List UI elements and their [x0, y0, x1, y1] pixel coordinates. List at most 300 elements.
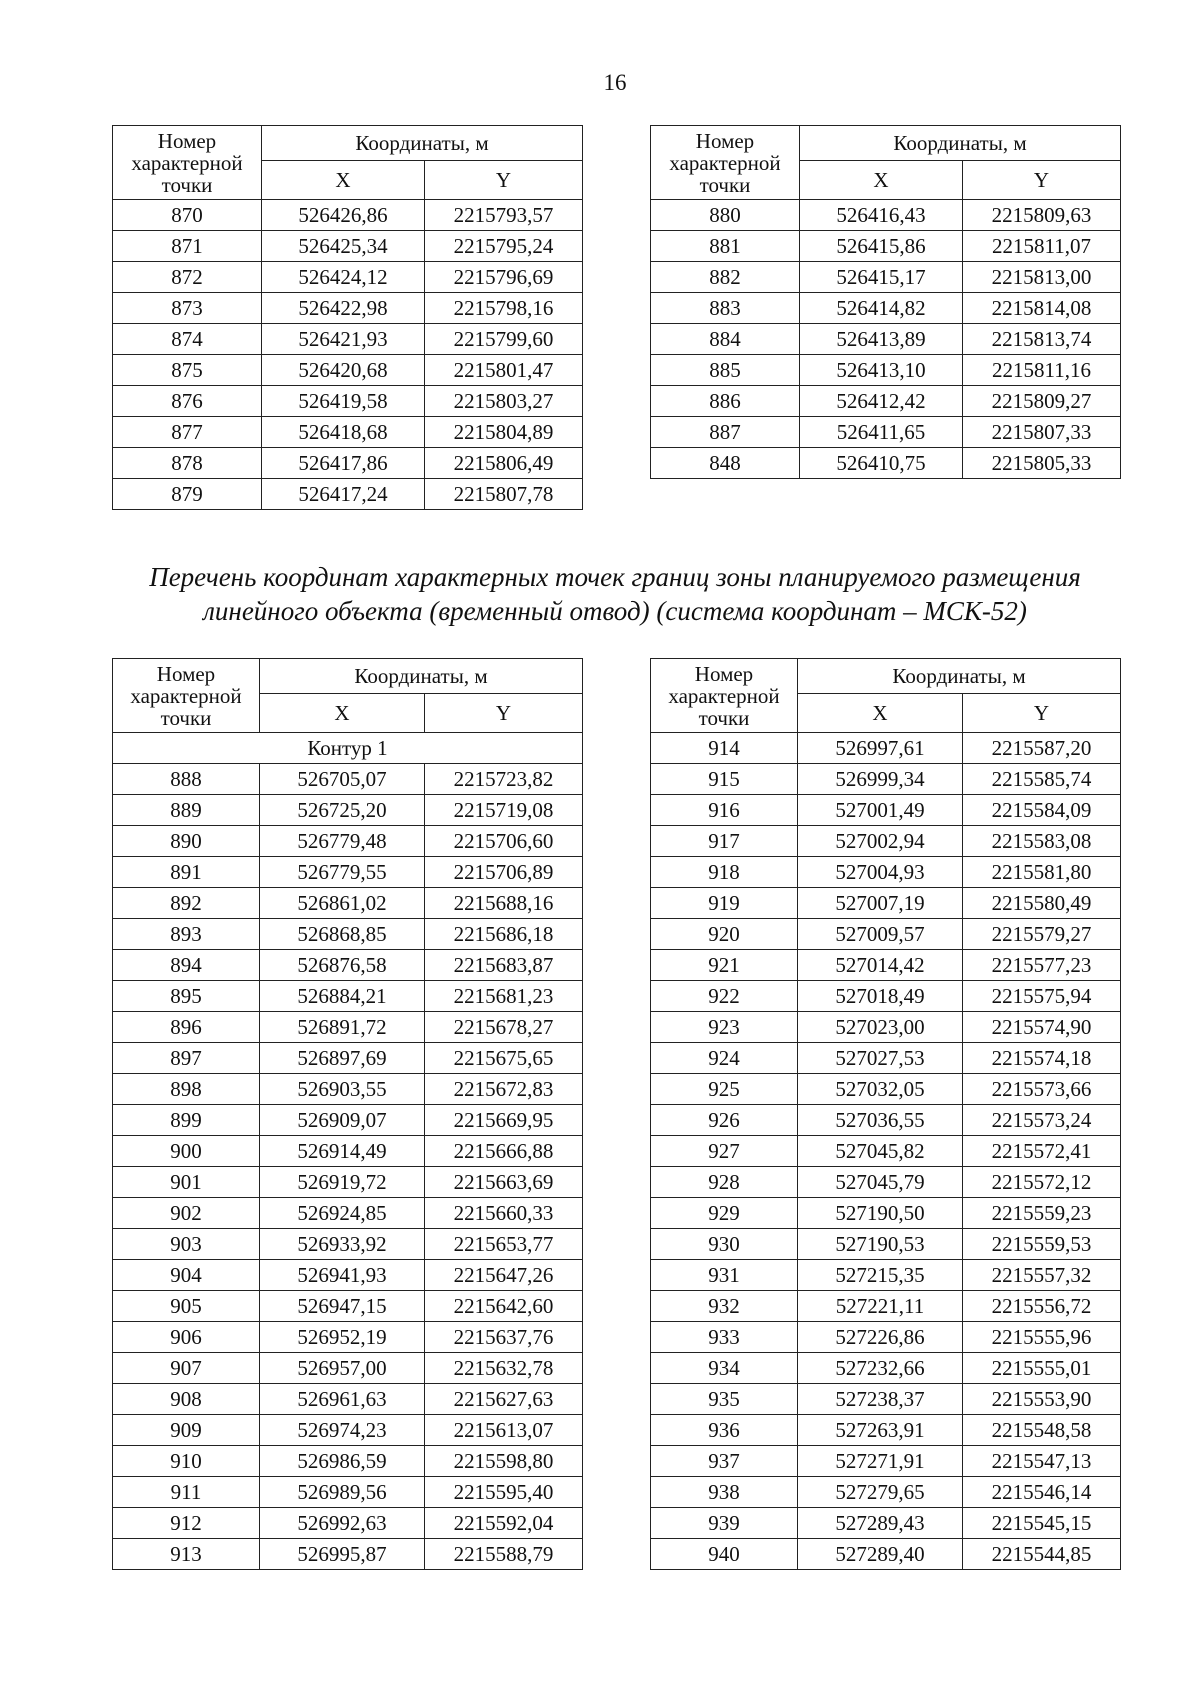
table-row: [113, 1260, 583, 1291]
y-coordinate-cell: 2215642,60: [425, 1291, 583, 1322]
x-coordinate-cell: 527226,86: [798, 1322, 963, 1353]
point-number-cell: 937: [651, 1446, 798, 1477]
point-number-cell: 848: [651, 448, 800, 479]
point-number-cell: 873: [113, 293, 262, 324]
point-number-cell: 931: [651, 1260, 798, 1291]
heading-line-1: Перечень координат характерных точек границ зоны планируемого размещения: [149, 562, 1081, 592]
point-number-cell: 939: [651, 1508, 798, 1539]
point-number-cell: 902: [113, 1198, 260, 1229]
point-number-cell: 919: [651, 888, 798, 919]
point-number-cell: 872: [113, 262, 262, 293]
x-coordinate-cell: 526974,23: [260, 1415, 425, 1446]
table-row: [113, 448, 583, 479]
table-row: [113, 324, 583, 355]
point-number-cell: 912: [113, 1508, 260, 1539]
x-coordinate-cell: 526424,12: [262, 262, 425, 293]
point-number-cell: 892: [113, 888, 260, 919]
y-header: Y: [425, 161, 583, 200]
point-number-cell: 913: [113, 1539, 260, 1570]
y-coordinate-cell: 2215577,23: [963, 950, 1121, 981]
point-number-cell: 905: [113, 1291, 260, 1322]
table-row: [651, 1322, 1121, 1353]
point-number-cell: 922: [651, 981, 798, 1012]
coordinates-table-4: [650, 658, 1121, 1570]
y-header: Y: [425, 694, 583, 733]
point-number-cell: 924: [651, 1043, 798, 1074]
y-coordinate-cell: 2215548,58: [963, 1415, 1121, 1446]
x-coordinate-cell: 526876,58: [260, 950, 425, 981]
table-row: [651, 764, 1121, 795]
point-number-cell: 889: [113, 795, 260, 826]
point-number-cell: 936: [651, 1415, 798, 1446]
coordinates-header: Координаты, м: [260, 659, 583, 694]
point-number-cell: 916: [651, 795, 798, 826]
x-coordinate-cell: 526413,10: [800, 355, 963, 386]
x-coordinate-cell: 526868,85: [260, 919, 425, 950]
contour-label: Контур 1: [113, 733, 583, 764]
y-coordinate-cell: 2215803,27: [425, 386, 583, 417]
table-row: [651, 1508, 1121, 1539]
y-coordinate-cell: 2215637,76: [425, 1322, 583, 1353]
x-coordinate-cell: 526947,15: [260, 1291, 425, 1322]
point-number-cell: 920: [651, 919, 798, 950]
y-coordinate-cell: 2215811,16: [963, 355, 1121, 386]
y-coordinate-cell: 2215573,66: [963, 1074, 1121, 1105]
table-row: [113, 1446, 583, 1477]
x-coordinate-cell: 526426,86: [262, 200, 425, 231]
x-coordinate-cell: 527289,43: [798, 1508, 963, 1539]
y-coordinate-cell: 2215559,23: [963, 1198, 1121, 1229]
table-row: [651, 1446, 1121, 1477]
table-row: [651, 324, 1121, 355]
y-coordinate-cell: 2215574,90: [963, 1012, 1121, 1043]
y-coordinate-cell: 2215809,27: [963, 386, 1121, 417]
x-coordinate-cell: 526995,87: [260, 1539, 425, 1570]
y-coordinate-cell: 2215806,49: [425, 448, 583, 479]
x-coordinate-cell: 526414,82: [800, 293, 963, 324]
table-row: [651, 981, 1121, 1012]
point-number-cell: 874: [113, 324, 262, 355]
point-number-cell: 895: [113, 981, 260, 1012]
point-number-header: Номер характерной точки: [651, 126, 800, 200]
x-coordinate-cell: 527045,79: [798, 1167, 963, 1198]
coordinates-header: Координаты, м: [262, 126, 583, 161]
x-coordinate-cell: 526421,93: [262, 324, 425, 355]
page-number: 16: [603, 70, 627, 95]
x-coordinate-cell: 527023,00: [798, 1012, 963, 1043]
y-coordinate-cell: 2215706,89: [425, 857, 583, 888]
point-number-cell: 906: [113, 1322, 260, 1353]
y-coordinate-cell: 2215799,60: [425, 324, 583, 355]
y-coordinate-cell: 2215683,87: [425, 950, 583, 981]
x-coordinate-cell: 527014,42: [798, 950, 963, 981]
x-coordinate-cell: 526884,21: [260, 981, 425, 1012]
table-row: [651, 857, 1121, 888]
y-coordinate-cell: 2215719,08: [425, 795, 583, 826]
x-coordinate-cell: 526919,72: [260, 1167, 425, 1198]
y-coordinate-cell: 2215585,74: [963, 764, 1121, 795]
x-header: X: [798, 694, 963, 733]
x-coordinate-cell: 526909,07: [260, 1105, 425, 1136]
table-row: [651, 262, 1121, 293]
table-row: [113, 1353, 583, 1384]
y-coordinate-cell: 2215584,09: [963, 795, 1121, 826]
y-coordinate-cell: 2215581,80: [963, 857, 1121, 888]
table-row: [651, 1105, 1121, 1136]
y-coordinate-cell: 2215804,89: [425, 417, 583, 448]
y-coordinate-cell: 2215807,33: [963, 417, 1121, 448]
x-coordinate-cell: 527018,49: [798, 981, 963, 1012]
table-row: [113, 826, 583, 857]
x-coordinate-cell: 527190,50: [798, 1198, 963, 1229]
point-number-cell: 879: [113, 479, 262, 510]
table-row: [651, 1384, 1121, 1415]
section-heading: [60, 560, 1170, 628]
point-number-cell: 898: [113, 1074, 260, 1105]
point-number-cell: 915: [651, 764, 798, 795]
point-number-cell: 871: [113, 231, 262, 262]
y-coordinate-cell: 2215796,69: [425, 262, 583, 293]
table-row: [113, 764, 583, 795]
y-coordinate-cell: 2215814,08: [963, 293, 1121, 324]
point-number-cell: 875: [113, 355, 262, 386]
point-number-cell: 888: [113, 764, 260, 795]
x-coordinate-cell: 526417,86: [262, 448, 425, 479]
x-coordinate-cell: 527238,37: [798, 1384, 963, 1415]
x-coordinate-cell: 526924,85: [260, 1198, 425, 1229]
y-coordinate-cell: 2215544,85: [963, 1539, 1121, 1570]
table-row: [651, 1539, 1121, 1570]
y-coordinate-cell: 2215545,15: [963, 1508, 1121, 1539]
x-coordinate-cell: 527190,53: [798, 1229, 963, 1260]
point-number-cell: 935: [651, 1384, 798, 1415]
y-coordinate-cell: 2215592,04: [425, 1508, 583, 1539]
y-coordinate-cell: 2215793,57: [425, 200, 583, 231]
y-coordinate-cell: 2215559,53: [963, 1229, 1121, 1260]
table-row: [113, 231, 583, 262]
x-coordinate-cell: 527232,66: [798, 1353, 963, 1384]
y-coordinate-cell: 2215557,32: [963, 1260, 1121, 1291]
point-number-cell: 940: [651, 1539, 798, 1570]
y-coordinate-cell: 2215686,18: [425, 919, 583, 950]
point-number-cell: 882: [651, 262, 800, 293]
coordinates-table-1: [112, 125, 583, 510]
table-row: [113, 1415, 583, 1446]
table-row: [113, 1012, 583, 1043]
table-row: [651, 1167, 1121, 1198]
table-row: [113, 386, 583, 417]
table-row: [113, 1322, 583, 1353]
point-number-cell: 901: [113, 1167, 260, 1198]
y-coordinate-cell: 2215588,79: [425, 1539, 583, 1570]
x-coordinate-cell: 527279,65: [798, 1477, 963, 1508]
x-coordinate-cell: 526941,93: [260, 1260, 425, 1291]
point-number-cell: 893: [113, 919, 260, 950]
point-number-cell: 881: [651, 231, 800, 262]
point-number-cell: 926: [651, 1105, 798, 1136]
table-row: [113, 1167, 583, 1198]
point-number-cell: 918: [651, 857, 798, 888]
x-coordinate-cell: 526997,61: [798, 733, 963, 764]
x-coordinate-cell: 526419,58: [262, 386, 425, 417]
y-coordinate-cell: 2215555,01: [963, 1353, 1121, 1384]
table-row: [651, 1043, 1121, 1074]
point-number-cell: 891: [113, 857, 260, 888]
table-row: [113, 355, 583, 386]
table-row: [651, 795, 1121, 826]
x-coordinate-cell: 526933,92: [260, 1229, 425, 1260]
x-coordinate-cell: 526422,98: [262, 293, 425, 324]
y-coordinate-cell: 2215706,60: [425, 826, 583, 857]
x-header: X: [260, 694, 425, 733]
table-row: [113, 479, 583, 510]
x-coordinate-cell: 527263,91: [798, 1415, 963, 1446]
point-number-cell: 880: [651, 200, 800, 231]
point-number-cell: 923: [651, 1012, 798, 1043]
x-coordinate-cell: 527001,49: [798, 795, 963, 826]
table-row: [651, 200, 1121, 231]
point-number-cell: 897: [113, 1043, 260, 1074]
y-coordinate-cell: 2215580,49: [963, 888, 1121, 919]
x-coordinate-cell: 526861,02: [260, 888, 425, 919]
table-row: [651, 355, 1121, 386]
y-coordinate-cell: 2215575,94: [963, 981, 1121, 1012]
coordinates-table-2: [650, 125, 1121, 479]
x-coordinate-cell: 526420,68: [262, 355, 425, 386]
table-row: [113, 1105, 583, 1136]
point-number-cell: 908: [113, 1384, 260, 1415]
table-row: [651, 1229, 1121, 1260]
y-coordinate-cell: 2215672,83: [425, 1074, 583, 1105]
y-coordinate-cell: 2215801,47: [425, 355, 583, 386]
table-row: [651, 386, 1121, 417]
table-row: [113, 1539, 583, 1570]
y-header: Y: [963, 694, 1121, 733]
x-coordinate-cell: 526952,19: [260, 1322, 425, 1353]
table-row: [651, 1198, 1121, 1229]
table-row: [651, 826, 1121, 857]
table-row: [651, 1353, 1121, 1384]
table-row: [113, 1384, 583, 1415]
x-coordinate-cell: 526425,34: [262, 231, 425, 262]
x-coordinate-cell: 526411,65: [800, 417, 963, 448]
x-coordinate-cell: 526999,34: [798, 764, 963, 795]
point-number-cell: 894: [113, 950, 260, 981]
table-row: [113, 795, 583, 826]
y-coordinate-cell: 2215572,41: [963, 1136, 1121, 1167]
y-coordinate-cell: 2215678,27: [425, 1012, 583, 1043]
x-coordinate-cell: 526989,56: [260, 1477, 425, 1508]
table-row: [113, 919, 583, 950]
x-header: X: [800, 161, 963, 200]
x-coordinate-cell: 526903,55: [260, 1074, 425, 1105]
point-number-cell: 878: [113, 448, 262, 479]
point-number-cell: 883: [651, 293, 800, 324]
table-row: [113, 950, 583, 981]
table-row: [113, 981, 583, 1012]
x-coordinate-cell: 526417,24: [262, 479, 425, 510]
table-row: [651, 293, 1121, 324]
y-coordinate-cell: 2215663,69: [425, 1167, 583, 1198]
x-coordinate-cell: 527215,35: [798, 1260, 963, 1291]
x-coordinate-cell: 526992,63: [260, 1508, 425, 1539]
point-number-cell: 925: [651, 1074, 798, 1105]
point-number-cell: 932: [651, 1291, 798, 1322]
x-coordinate-cell: 527045,82: [798, 1136, 963, 1167]
x-coordinate-cell: 526415,17: [800, 262, 963, 293]
point-number-cell: 938: [651, 1477, 798, 1508]
table-row: [113, 1074, 583, 1105]
table-row: [651, 417, 1121, 448]
y-coordinate-cell: 2215583,08: [963, 826, 1121, 857]
table-row: [651, 448, 1121, 479]
table-row: [651, 1136, 1121, 1167]
point-number-cell: 904: [113, 1260, 260, 1291]
x-coordinate-cell: 527009,57: [798, 919, 963, 950]
x-coordinate-cell: 526897,69: [260, 1043, 425, 1074]
table-row: [113, 1136, 583, 1167]
x-coordinate-cell: 527004,93: [798, 857, 963, 888]
table-row: [651, 231, 1121, 262]
x-coordinate-cell: 526986,59: [260, 1446, 425, 1477]
table-row: [651, 1260, 1121, 1291]
point-number-cell: 911: [113, 1477, 260, 1508]
point-number-cell: 928: [651, 1167, 798, 1198]
table-row: [113, 857, 583, 888]
table-row: [113, 262, 583, 293]
point-number-cell: 885: [651, 355, 800, 386]
table-row: [113, 1291, 583, 1322]
point-number-cell: 896: [113, 1012, 260, 1043]
point-number-cell: 909: [113, 1415, 260, 1446]
x-coordinate-cell: 526914,49: [260, 1136, 425, 1167]
table-row: [113, 200, 583, 231]
y-coordinate-cell: 2215632,78: [425, 1353, 583, 1384]
table-row: [113, 1229, 583, 1260]
table-row: [113, 888, 583, 919]
x-coordinate-cell: 527007,19: [798, 888, 963, 919]
point-number-cell: 934: [651, 1353, 798, 1384]
x-coordinate-cell: 527271,91: [798, 1446, 963, 1477]
point-number-cell: 921: [651, 950, 798, 981]
x-coordinate-cell: 526413,89: [800, 324, 963, 355]
y-coordinate-cell: 2215795,24: [425, 231, 583, 262]
y-coordinate-cell: 2215613,07: [425, 1415, 583, 1446]
y-coordinate-cell: 2215669,95: [425, 1105, 583, 1136]
y-coordinate-cell: 2215572,12: [963, 1167, 1121, 1198]
y-coordinate-cell: 2215681,23: [425, 981, 583, 1012]
table-row: [113, 1198, 583, 1229]
table-row: [651, 1291, 1121, 1322]
y-coordinate-cell: 2215807,78: [425, 479, 583, 510]
x-coordinate-cell: 526418,68: [262, 417, 425, 448]
table-row: [651, 733, 1121, 764]
contour-row: [113, 733, 583, 764]
y-coordinate-cell: 2215647,26: [425, 1260, 583, 1291]
y-coordinate-cell: 2215547,13: [963, 1446, 1121, 1477]
x-coordinate-cell: 526410,75: [800, 448, 963, 479]
point-number-cell: 907: [113, 1353, 260, 1384]
y-coordinate-cell: 2215809,63: [963, 200, 1121, 231]
point-number-cell: 927: [651, 1136, 798, 1167]
coordinates-header: Координаты, м: [798, 659, 1121, 694]
x-coordinate-cell: 526416,43: [800, 200, 963, 231]
point-number-header: Номер характерной точки: [651, 659, 798, 733]
table-row: [113, 417, 583, 448]
coordinates-table-3: [112, 658, 583, 1570]
x-coordinate-cell: 527027,53: [798, 1043, 963, 1074]
y-coordinate-cell: 2215587,20: [963, 733, 1121, 764]
point-number-cell: 910: [113, 1446, 260, 1477]
point-number-cell: 899: [113, 1105, 260, 1136]
table-row: [651, 919, 1121, 950]
y-coordinate-cell: 2215627,63: [425, 1384, 583, 1415]
table-row: [113, 1043, 583, 1074]
table-row: [113, 293, 583, 324]
y-coordinate-cell: 2215595,40: [425, 1477, 583, 1508]
point-number-cell: 929: [651, 1198, 798, 1229]
table-row: [651, 1074, 1121, 1105]
x-coordinate-cell: 527221,11: [798, 1291, 963, 1322]
heading-line-2: линейного объекта (временный отвод) (система координат – МСК-52): [203, 596, 1027, 626]
y-coordinate-cell: 2215598,80: [425, 1446, 583, 1477]
y-coordinate-cell: 2215723,82: [425, 764, 583, 795]
x-coordinate-cell: 527032,05: [798, 1074, 963, 1105]
table-row: [651, 1012, 1121, 1043]
x-coordinate-cell: 526957,00: [260, 1353, 425, 1384]
x-coordinate-cell: 526415,86: [800, 231, 963, 262]
point-number-cell: 900: [113, 1136, 260, 1167]
y-coordinate-cell: 2215813,00: [963, 262, 1121, 293]
coordinates-header: Координаты, м: [800, 126, 1121, 161]
table-row: [651, 888, 1121, 919]
y-coordinate-cell: 2215555,96: [963, 1322, 1121, 1353]
x-coordinate-cell: 526961,63: [260, 1384, 425, 1415]
y-coordinate-cell: 2215675,65: [425, 1043, 583, 1074]
table-row: [651, 950, 1121, 981]
x-coordinate-cell: 527289,40: [798, 1539, 963, 1570]
x-coordinate-cell: 526779,55: [260, 857, 425, 888]
y-coordinate-cell: 2215546,14: [963, 1477, 1121, 1508]
point-number-cell: 877: [113, 417, 262, 448]
y-coordinate-cell: 2215811,07: [963, 231, 1121, 262]
y-coordinate-cell: 2215660,33: [425, 1198, 583, 1229]
y-coordinate-cell: 2215666,88: [425, 1136, 583, 1167]
point-number-cell: 886: [651, 386, 800, 417]
table-row: [651, 1477, 1121, 1508]
table-row: [651, 1415, 1121, 1446]
point-number-cell: 933: [651, 1322, 798, 1353]
x-coordinate-cell: 526412,42: [800, 386, 963, 417]
y-coordinate-cell: 2215573,24: [963, 1105, 1121, 1136]
y-coordinate-cell: 2215653,77: [425, 1229, 583, 1260]
y-coordinate-cell: 2215553,90: [963, 1384, 1121, 1415]
x-coordinate-cell: 527002,94: [798, 826, 963, 857]
point-number-cell: 887: [651, 417, 800, 448]
point-number-cell: 914: [651, 733, 798, 764]
point-number-cell: 917: [651, 826, 798, 857]
y-coordinate-cell: 2215805,33: [963, 448, 1121, 479]
y-coordinate-cell: 2215556,72: [963, 1291, 1121, 1322]
table-row: [113, 1477, 583, 1508]
point-number-cell: 884: [651, 324, 800, 355]
table-row: [113, 1508, 583, 1539]
y-coordinate-cell: 2215688,16: [425, 888, 583, 919]
x-coordinate-cell: 526725,20: [260, 795, 425, 826]
x-coordinate-cell: 526705,07: [260, 764, 425, 795]
point-number-cell: 930: [651, 1229, 798, 1260]
x-coordinate-cell: 527036,55: [798, 1105, 963, 1136]
